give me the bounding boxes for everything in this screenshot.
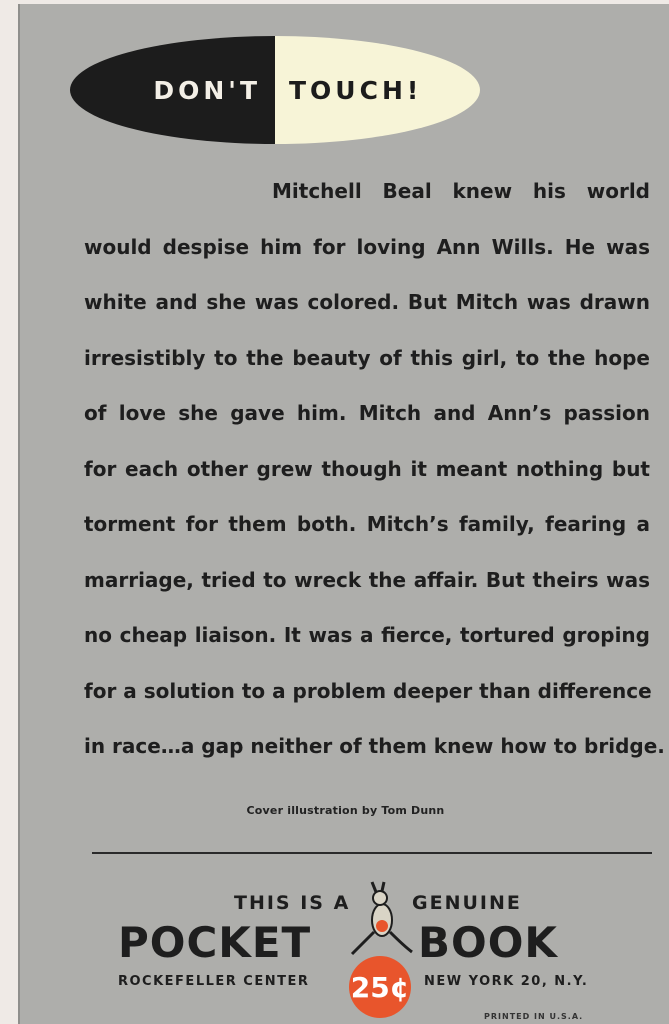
publisher-name-right: BOOK [418, 918, 558, 967]
blurb-text [84, 164, 665, 775]
publisher-line-left: THIS IS A [234, 892, 351, 914]
blurb-line: of love she gave him. Mitch and Ann’s passion [84, 401, 650, 425]
publisher-name-left: POCKET [118, 918, 312, 967]
blurb-line: Mitchell Beal knew his world [272, 179, 650, 203]
address-right: NEW YORK 20, N.Y. [424, 974, 589, 989]
blurb-line: would despise him for loving Ann Wills. He was [84, 234, 650, 259]
cover-credit: Cover illustration by Tom Dunn [246, 804, 445, 817]
blurb-line: for each other grew though it meant nothing but [84, 456, 650, 481]
price-badge: 25¢ [349, 956, 411, 1018]
banner-left-text: DON'T [70, 36, 275, 144]
blurb-line: for a solution to a problem deeper than difference [84, 678, 652, 703]
kangaroo-logo-icon [346, 880, 418, 960]
publisher-line-right: GENUINE [412, 892, 522, 914]
book-back-cover [18, 4, 669, 1024]
address-left: ROCKEFELLER CENTER [118, 974, 310, 989]
banner-right-text: TOUCH! [275, 36, 480, 144]
blurb-line: irresistibly to the beauty of this girl, to the hope [84, 345, 650, 370]
blurb-line: no cheap liaison. It was a fierce, tortured groping [84, 623, 650, 647]
blurb-line: torment for them both. Mitch’s family, fearing a [84, 512, 650, 536]
blurb-line: in race…a gap neither of them knew how to bridge. [84, 734, 665, 758]
printed-in-label: PRINTED IN U.S.A. [484, 1012, 584, 1021]
blurb-line: marriage, tried to wreck the affair. But theirs was [84, 567, 650, 592]
blurb-line: white and she was colored. But Mitch was drawn [84, 290, 650, 314]
divider [92, 852, 652, 854]
title-banner [70, 36, 480, 144]
